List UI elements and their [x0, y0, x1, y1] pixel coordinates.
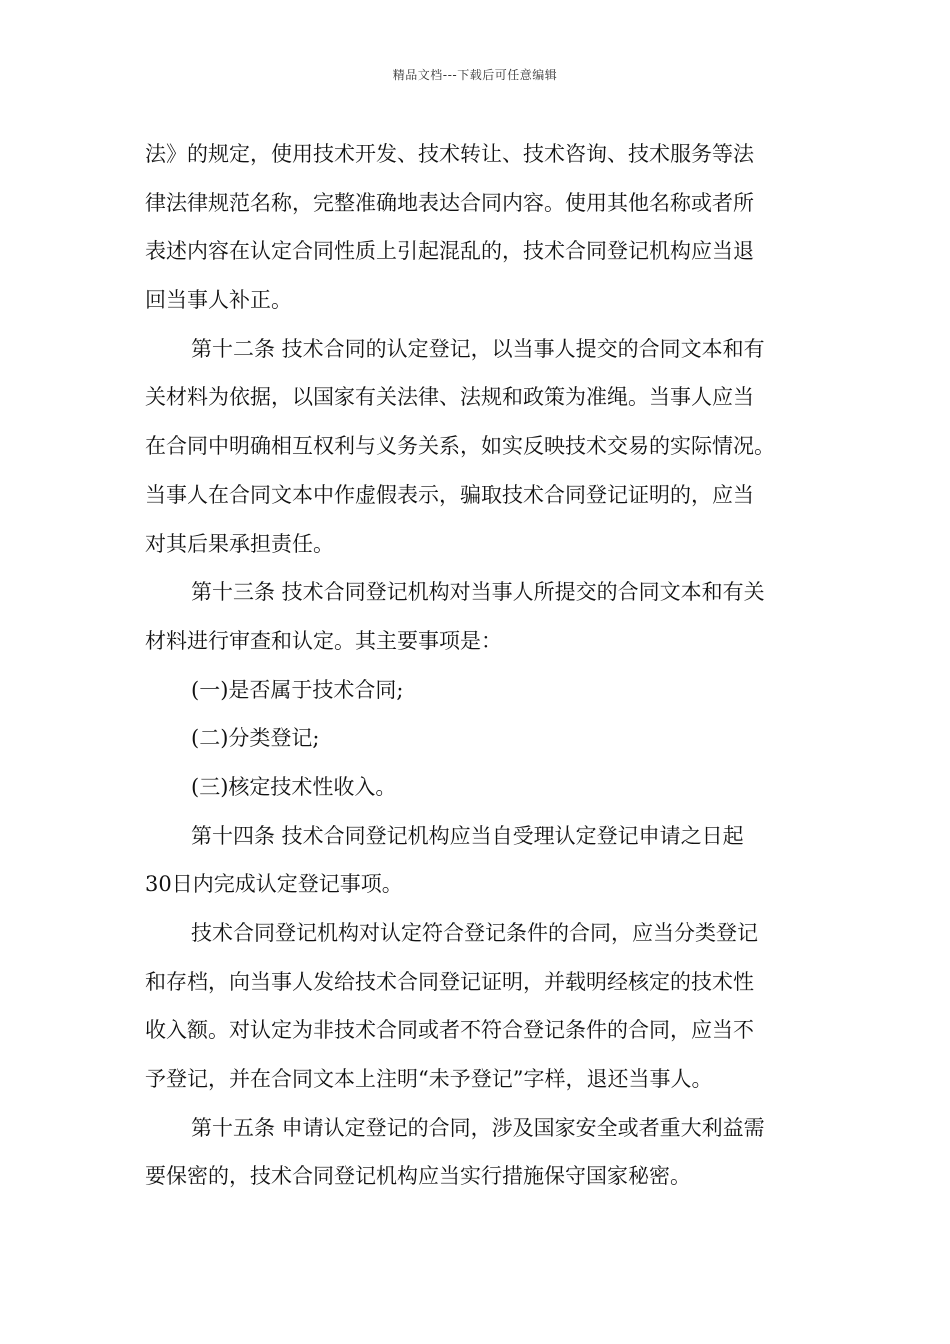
text-line: 法》的规定，使用技术开发、技术转让、技术咨询、技术服务等法 — [145, 142, 754, 166]
text-line: 律法律规范名称，完整准确地表达合同内容。使用其他名称或者所 — [145, 190, 754, 215]
page-header: 精品文档---下载后可任意编辑 — [392, 68, 558, 82]
text-line: 要保密的，技术合同登记机构应当实行措施保守国家秘密。 — [145, 1164, 691, 1189]
text-line: 当事人在合同文本中作虚假表示，骗取技术合同登记证明的，应当 — [145, 482, 754, 507]
article-14-heading-line: 第十四条 技术合同登记机构应当自受理认定登记申请之日起 — [191, 823, 744, 848]
text-line: 在合同中明确相互权利与义务关系，如实反映技术交易的实际情况。 — [145, 434, 775, 459]
text-line: 予登记，并在合同文本上注明“未予登记”字样，退还当事人。 — [145, 1067, 713, 1092]
list-item: (二)分类登记; — [191, 726, 320, 751]
text-line: 材料进行审查和认定。其主要事项是： — [145, 628, 502, 653]
list-item: (一)是否属于技术合同; — [191, 677, 404, 702]
text-line: 对其后果承担责任。 — [145, 531, 334, 556]
paragraph-first-line: 技术合同登记机构对认定符合登记条件的合同，应当分类登记 — [191, 921, 758, 945]
article-12-heading-line: 第十二条 技术合同的认定登记，以当事人提交的合同文本和有 — [191, 336, 765, 361]
text-line: 收入额。对认定为非技术合同或者不符合登记条件的合同，应当不 — [145, 1018, 754, 1043]
list-item: (三)核定技术性收入。 — [191, 774, 397, 799]
text-line: 30日内完成认定登记事项。 — [145, 872, 403, 897]
text-line: 表述内容在认定合同性质上引起混乱的，技术合同登记机构应当退 — [145, 239, 754, 264]
text-line: 和存档，向当事人发给技术合同登记证明，并载明经核定的技术性 — [145, 969, 754, 994]
article-13-heading-line: 第十三条 技术合同登记机构对当事人所提交的合同文本和有关 — [191, 580, 765, 605]
text-line: 回当事人补正。 — [145, 288, 292, 313]
article-15-heading-line: 第十五条 申请认定登记的合同，涉及国家安全或者重大利益需 — [191, 1115, 765, 1140]
text-line: 关材料为依据，以国家有关法律、法规和政策为准绳。当事人应当 — [145, 385, 754, 410]
document-body — [145, 130, 813, 1201]
